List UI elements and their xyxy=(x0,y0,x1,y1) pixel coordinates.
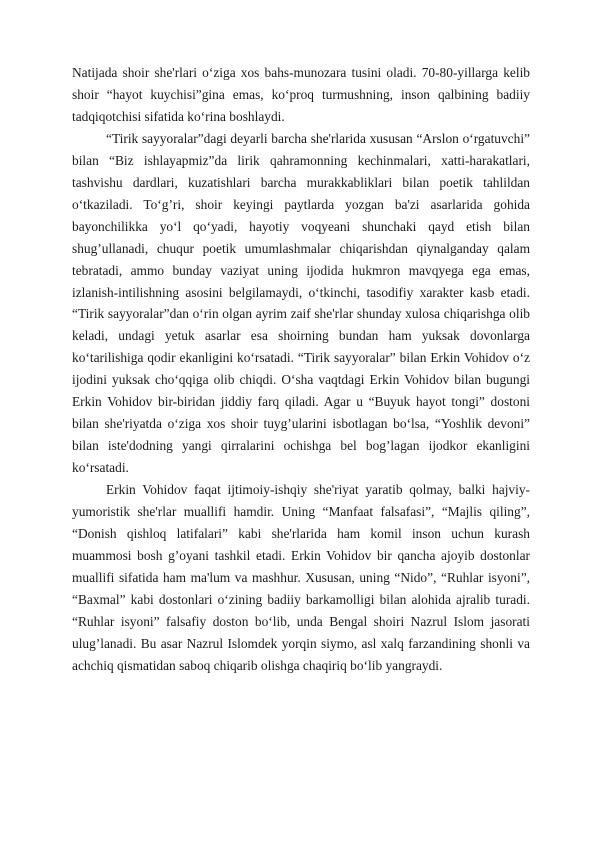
paragraph-1: Natijada shoir she'rlari o‘ziga xos bahs-munozara tusini oladi. 70-80-yillarga kelib shoir “hayot kuychisi”gina emas, ko‘proq turmushning, inson qalbining badiiy tadqiqotchisi sifatida ko‘rina boshlaydi. xyxy=(72,65,530,124)
paragraph-2: “Tirik sayyoralar”dagi deyarli barcha she'rlarida xususan “Arslon o‘rgatuvchi” bilan “Biz ishlayapmiz”da lirik qahramonning kechinmalari, xatti-harakatlari, tashvishu dardlari, kuzatishlari barcha murakkabliklari bilan poetik tahlildan o‘tkaziladi. To‘g’ri, shoir keyingi paytlarda yozgan ba'zi asarlarida gohida bayonchilikka yo‘l qo‘yadi, hayotiy voqyeani shunchaki qayd etish bilan shug’ullanadi, chuqur poetik umumlashmalar chiqarishdan qiynalganday qalam tebratadi, ammo bunday vaziyat uning ijodida hukmron mavqyega ega emas, izlanish-intilishning asosini belgilamaydi, o‘tkinchi, tasodifiy xarakter kasb etadi. “Tirik sayyoralar”dan o‘rin olgan ayrim zaif she'rlar shunday xulosa chiqarishga olib keladi, undagi yetuk asarlar esa shoirning bundan ham yuksak dovonlarga ko‘tarilishiga qodir ekanligini ko‘rsatadi. “Tirik sayyoralar” bilan Erkin Vohidov o‘z ijodini yuksak cho‘qqiga olib chiqdi. O‘sha vaqtdagi Erkin Vohidov bilan bugungi Erkin Vohidov bir-biridan jiddiy farq qiladi. Agar u “Buyuk hayot tongi” dostoni bilan she'riyatda o‘ziga xos shoir tuyg’ularini isbotlagan bo‘lsa, “Yoshlik devoni” bilan iste'dodning yangi qirralarini ochishga bel bog’lagan ijodkor ekanligini ko‘rsatadi. xyxy=(72,130,530,476)
paragraph-3: Erkin Vohidov faqat ijtimoiy-ishqiy she'riyat yaratib qolmay, balki hajviy-yumoristik she'rlar muallifi hamdir. Uning “Manfaat falsafasi”, “Majlis qiling”, “Donish qishloq latifalari” kabi she'rlarida ham komil inson uchun kurash muammosi bosh g’oyani tashkil etadi. Erkin Vohidov bir qancha ajoyib dostonlar muallifi sifatida ham ma'lum va mashhur. Xususan, uning “Nido”, “Ruhlar isyoni”, “Baxmal” kabi dostonlari o‘zining badiiy barkamolligi bilan alohida ajralib turadi. “Ruhlar isyoni” falsafiy doston bo‘lib, unda Bengal shoiri Nazrul Islom jasorati ulug’lanadi. Bu asar Nazrul Islomdek yorqin siymo, asl xalq farzandining shonli va achchiq qismatidan saboq chiqarib olishga chaqiriq bo‘lib yangraydi. xyxy=(72,482,530,673)
document-page xyxy=(72,62,530,677)
